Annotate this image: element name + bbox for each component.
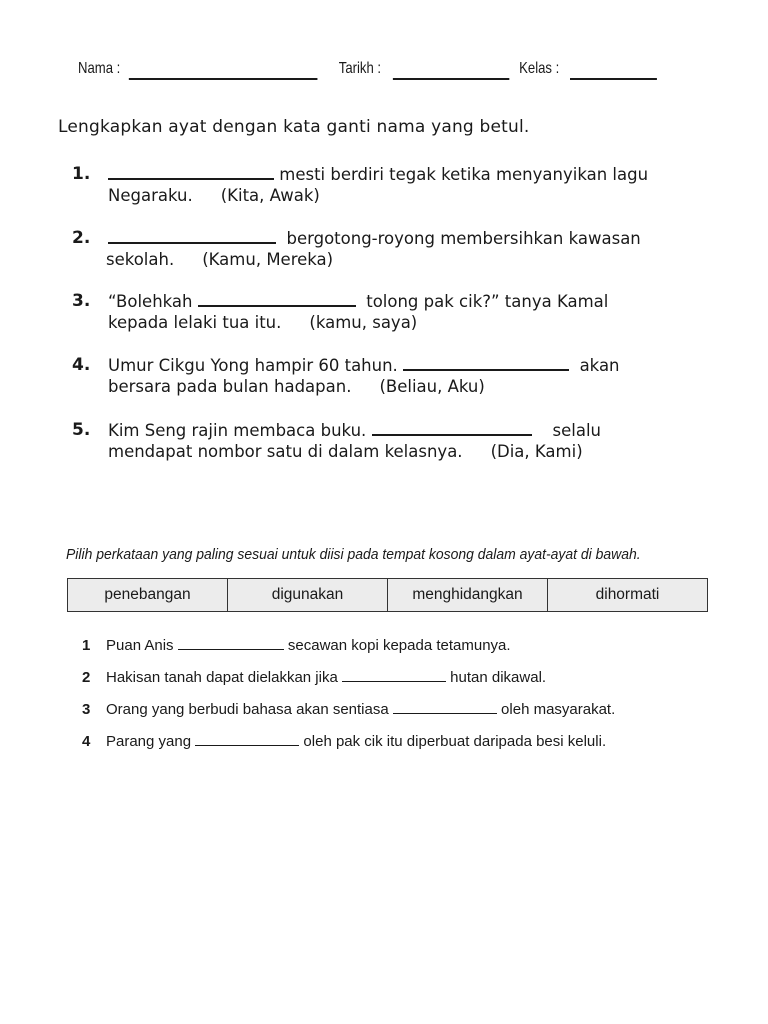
tarikh-field[interactable]	[393, 78, 509, 80]
kelas-field[interactable]	[570, 78, 657, 80]
options-1: (Kita, Awak)	[220, 186, 320, 205]
answer-blank-3[interactable]	[198, 291, 356, 307]
section1-instruction: Lengkapkan ayat dengan kata ganti nama yang betul.	[58, 117, 530, 137]
sentence-3: 3 Orang yang berbudi bahasa akan sentiasa oleh masyarakat.	[82, 701, 616, 718]
word-bank	[67, 578, 708, 612]
sentence-blank-2[interactable]	[342, 669, 446, 682]
sentence-blank-1[interactable]	[178, 637, 284, 650]
answer-blank-1[interactable]	[108, 164, 274, 180]
kelas-label: Kelas :	[519, 60, 560, 77]
answer-blank-5[interactable]	[372, 420, 532, 436]
word-bank-item: penebangan	[68, 579, 228, 611]
options-4: (Beliau, Aku)	[379, 377, 485, 396]
sentence-blank-3[interactable]	[393, 701, 497, 714]
sentence-2: 2 Hakisan tanah dapat dielakkan jika hutan dikawal.	[82, 669, 547, 686]
section2-instruction: Pilih perkataan yang paling sesuai untuk diisi pada tempat kosong dalam ayat-ayat di bawah.	[66, 546, 641, 563]
nama-field[interactable]	[129, 78, 318, 80]
sentence-4: 4 Parang yang oleh pak cik itu diperbuat daripada besi keluli.	[82, 733, 607, 750]
word-bank-item: menghidangkan	[388, 579, 548, 611]
word-bank-item: digunakan	[228, 579, 388, 611]
word-bank-item: dihormati	[595, 586, 660, 603]
answer-blank-2[interactable]	[108, 228, 276, 244]
answer-blank-4[interactable]	[403, 355, 569, 371]
sentence-blank-4[interactable]	[195, 733, 299, 746]
sentence-1: 1 Puan Anis secawan kopi kepada tetamunya.	[82, 637, 511, 654]
nama-label: Nama :	[78, 60, 121, 77]
options-5: (Dia, Kami)	[490, 442, 583, 461]
options-2: (Kamu, Mereka)	[202, 250, 334, 269]
options-3: (kamu, saya)	[309, 313, 418, 332]
tarikh-label: Tarikh :	[338, 60, 382, 77]
